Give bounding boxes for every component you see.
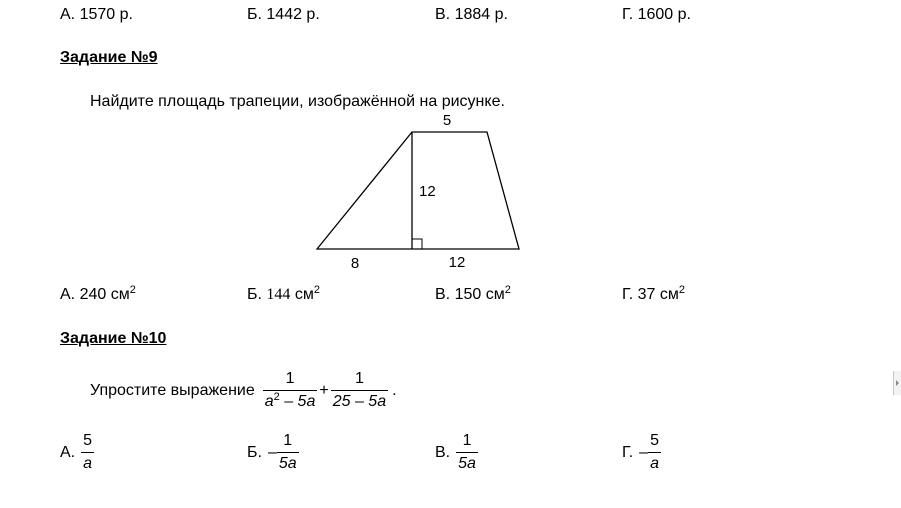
- expr-fraction-1-den: [263, 390, 318, 410]
- task10-answer-d-num: 5: [650, 432, 659, 449]
- task10-answer-b-label: Б.: [247, 443, 262, 461]
- task9-heading: Задание №9: [60, 49, 158, 66]
- task9-answer-b-power: 2: [313, 284, 320, 296]
- task10-answer-c: [435, 433, 478, 472]
- task9-answer-a: [60, 286, 136, 304]
- task10-answer-b: [247, 433, 299, 472]
- task10-answer-d-sign: –: [639, 443, 649, 461]
- expr-fraction-2: [331, 371, 388, 410]
- right-angle-mark: [412, 239, 422, 249]
- task9-text: Найдите площадь трапеции, изображённой на рисунке.: [90, 93, 505, 110]
- task9-answer-c-text: В. 150 см: [435, 286, 505, 303]
- task9-answer-b-prefix: Б.: [247, 286, 267, 303]
- task10-answer-a-fraction: [81, 433, 94, 472]
- task10-answer-a-den: a: [81, 452, 94, 472]
- task10-answer-d: [622, 433, 661, 472]
- label-height: 12: [419, 183, 436, 200]
- task10-answer-b-fraction: [277, 433, 299, 472]
- task10-answer-a-num: 5: [83, 432, 93, 449]
- prev-answer-a: А. 1570 р.: [60, 6, 133, 23]
- task10-answer-a-label: А.: [60, 443, 76, 461]
- prev-answer-b: Б. 1442 р.: [247, 6, 320, 23]
- task10-answer-a: [60, 433, 94, 472]
- task10-answer-d-fraction: [648, 433, 661, 472]
- task9-answer-d-power: 2: [678, 284, 685, 296]
- task10-answer-c-num: 1: [462, 432, 472, 449]
- task10-text: Упростите выражение: [90, 381, 255, 399]
- task10-heading: Задание №10: [60, 330, 167, 347]
- task9-answer-c: [435, 286, 511, 304]
- expr-period: .: [392, 381, 397, 399]
- prev-answer-d: Г. 1600 р.: [622, 6, 691, 23]
- task9-answer-a-power: 2: [129, 284, 136, 296]
- task9-answer-b-value: 144: [266, 286, 291, 303]
- expr-plus: +: [319, 381, 329, 399]
- task10-answer-d-label: Г.: [622, 443, 634, 461]
- expr-fraction-2-num: 1: [354, 370, 364, 387]
- label-right-segment: 12: [448, 254, 466, 271]
- expr-fraction-1: [263, 371, 318, 410]
- expr-fraction-1-num: 1: [285, 370, 295, 387]
- task10-statement: [90, 371, 397, 410]
- expr-den1-rest: – 5a: [279, 393, 316, 410]
- task9-answer-b-unit: см: [290, 286, 314, 303]
- task10-answer-d-den: a: [648, 452, 661, 472]
- task10-answer-b-den: 5a: [277, 452, 299, 472]
- task9-answer-d-text: Г. 37 см: [622, 286, 679, 303]
- task10-answer-b-num: 1: [283, 432, 293, 449]
- expr-fraction-2-den: 25 – 5a: [331, 390, 388, 410]
- trapezoid-shape: [317, 132, 519, 249]
- expr-a: a: [264, 393, 274, 410]
- trapezoid-figure: [300, 108, 540, 273]
- task9-answer-b: [247, 286, 320, 304]
- task10-answer-c-den: 5a: [456, 452, 478, 472]
- task9-answer-d: [622, 286, 685, 304]
- task9-answer-c-power: 2: [504, 284, 511, 296]
- label-top-base: 5: [442, 112, 452, 129]
- task9-answer-a-text: А. 240 см: [60, 286, 130, 303]
- task10-answer-c-label: В.: [435, 443, 451, 461]
- label-left-segment: 8: [350, 255, 360, 272]
- task10-answer-c-fraction: [456, 433, 478, 472]
- expr-a-power: 2: [273, 391, 280, 403]
- scroll-handle[interactable]: [893, 371, 901, 395]
- prev-answer-c: В. 1884 р.: [435, 6, 508, 23]
- task10-answer-b-sign: –: [267, 443, 277, 461]
